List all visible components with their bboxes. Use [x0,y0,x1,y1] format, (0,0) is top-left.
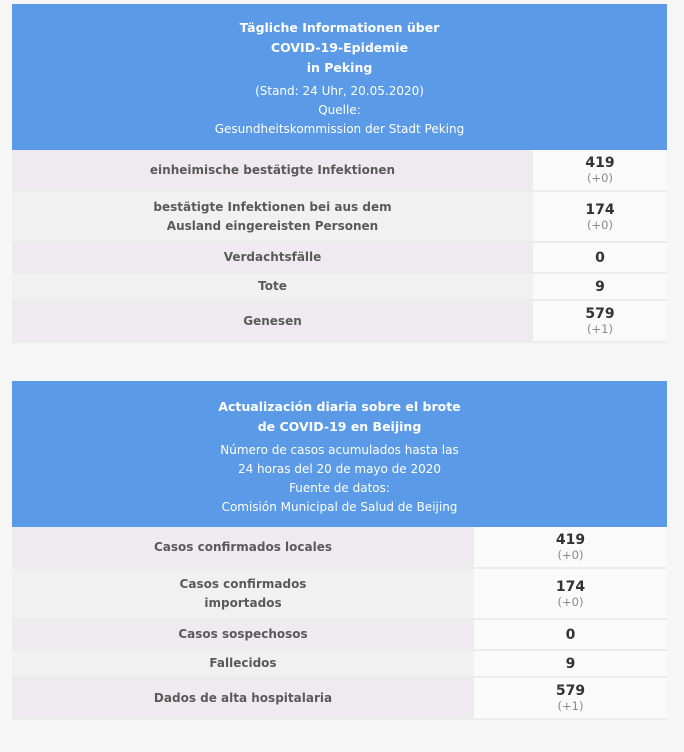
row-value [533,192,667,241]
value-number: 419 [555,532,586,548]
value-number: 174 [585,201,615,218]
row-value [474,651,667,676]
table-row [12,620,667,651]
table-row [12,569,667,620]
value-delta: (+0) [587,217,613,232]
spanish-stats-card [12,381,667,720]
row-value [474,527,667,567]
row-label: Casos confirmados locales [12,527,474,567]
row-label: Genesen [12,301,533,341]
value-delta: (+1) [587,322,613,336]
value-delta: (+0) [557,548,584,562]
value-number: 0 [595,249,605,266]
row-label: Fallecidos [12,651,474,676]
row-label: Casos confirmados importados [12,569,474,618]
value-number: 174 [555,578,586,595]
table-row [12,527,667,569]
value-delta: (+0) [587,171,613,185]
row-label: Verdachtsfälle [12,243,533,272]
german-source-name: Gesundheitskommission der Stadt Peking [214,122,465,136]
german-stats-card [12,4,667,343]
row-value [533,150,667,190]
value-number: 9 [595,278,605,295]
german-title-line: COVID-19-Epidemie [270,40,409,55]
value-number: 9 [565,655,576,672]
table-row [12,678,667,720]
value-number: 579 [585,306,615,322]
value-delta: (+1) [557,699,584,713]
table-row [12,274,667,301]
table-row [12,301,667,343]
value-number: 0 [565,626,576,643]
spanish-title-line: de COVID-19 en Beijing [257,419,422,434]
row-label: Tote [12,274,533,299]
row-value [474,620,667,649]
value-delta: (+0) [557,594,584,609]
german-date-line: (Stand: 24 Uhr, 20.05.2020) [255,84,424,98]
german-header [12,4,667,150]
value-number: 579 [555,683,586,699]
row-value [533,301,667,341]
spanish-header [12,381,667,527]
row-label: einheimische bestätigte Infektionen [12,150,533,190]
spanish-source-label: Fuente de datos: [289,481,390,495]
table-row [12,192,667,243]
value-number: 419 [585,155,615,171]
table-row [12,243,667,274]
row-label: Casos sospechosos [12,620,474,649]
row-value [474,569,667,618]
row-value [474,678,667,718]
german-source-label: Quelle: [318,103,361,117]
spanish-date-line: Número de casos acumulados hasta las [220,443,459,457]
row-value [533,243,667,272]
row-label: bestätigte Infektionen bei aus dem Ausland eingereisten Personen [12,192,533,241]
spanish-title-line: Actualización diaria sobre el brote [218,399,461,414]
row-label: Dados de alta hospitalaria [12,678,474,718]
table-row [12,150,667,192]
spanish-date-line: 24 horas del 20 de mayo de 2020 [237,462,442,476]
german-title-line: in Peking [306,60,373,75]
german-title-line: Tägliche Informationen über [239,20,440,35]
spanish-source-name: Comisión Municipal de Salud de Beijing [221,500,458,514]
table-row [12,651,667,678]
row-value [533,274,667,299]
